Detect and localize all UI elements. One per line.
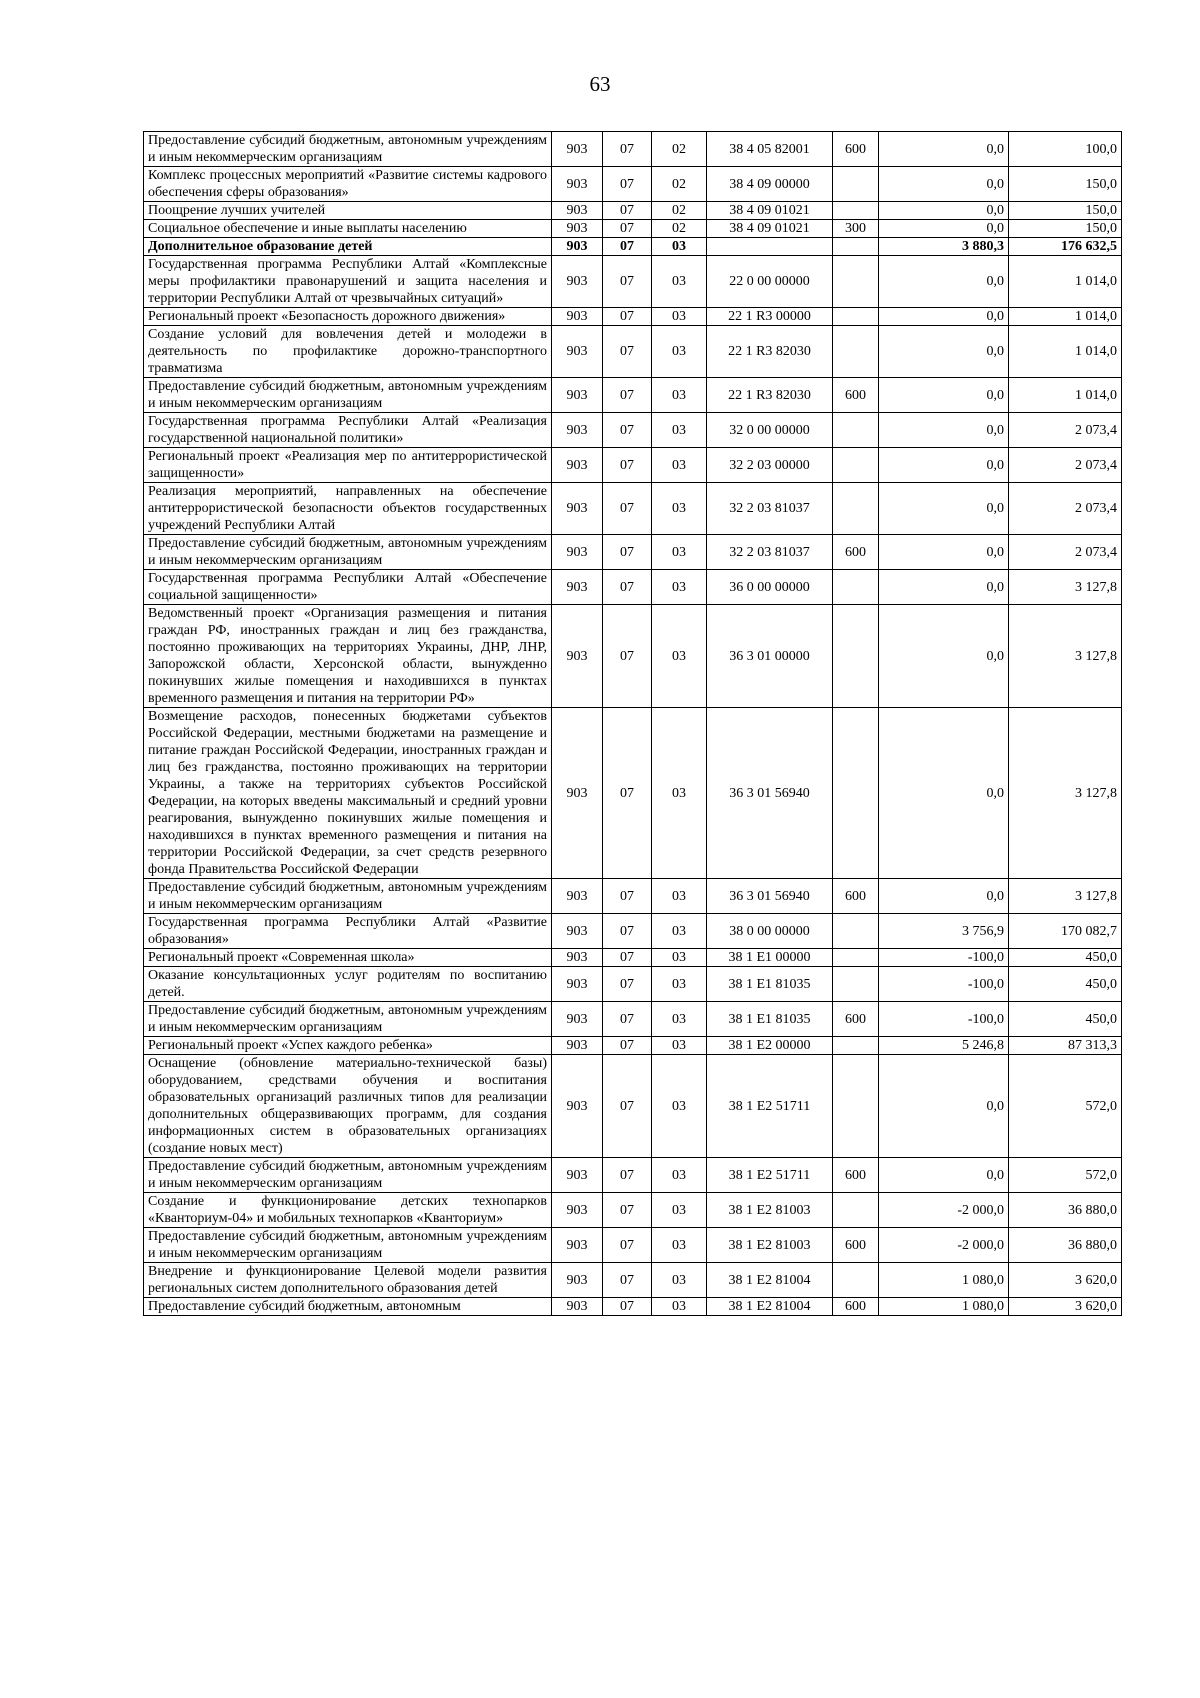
cell-subsection: 03 [652,413,707,448]
cell-section: 07 [603,1193,652,1228]
cell-ministry-code: 903 [552,202,603,220]
cell-target-article: 36 3 01 56940 [707,708,833,879]
cell-ministry-code: 903 [552,1002,603,1037]
table-row [144,1158,1122,1193]
cell-subsection: 03 [652,1228,707,1263]
table-row [144,238,1122,256]
cell-amount-total: 450,0 [1009,1002,1122,1037]
table-row [144,413,1122,448]
cell-target-article: 32 2 03 81037 [707,483,833,535]
table-row [144,914,1122,949]
cell-section: 07 [603,605,652,708]
cell-ministry-code: 903 [552,914,603,949]
cell-target-article: 38 0 00 00000 [707,914,833,949]
cell-description: Ведомственный проект «Организация размещения и питания граждан РФ, иностранных граждан и лиц без гражданства, постоянно проживающих на территориях Украины, ДНР, ЛНР, Запорожской области, Херсонской области, вынужденно покинувших жилые помещения и находившихся в пунктах временного размещения и питания на территории РФ» [144,605,552,708]
cell-amount-change: 1 080,0 [879,1298,1009,1316]
cell-expense-type [833,167,879,202]
cell-amount-change: 0,0 [879,326,1009,378]
cell-subsection: 03 [652,570,707,605]
cell-description: Комплекс процессных мероприятий «Развитие системы кадрового обеспечения сферы образования» [144,167,552,202]
table-row [144,605,1122,708]
cell-section: 07 [603,949,652,967]
cell-amount-change: 0,0 [879,202,1009,220]
cell-target-article: 22 1 R3 00000 [707,308,833,326]
cell-description: Предоставление субсидий бюджетным, автономным учреждениям и иным некоммерческим организациям [144,535,552,570]
cell-ministry-code: 903 [552,1228,603,1263]
cell-target-article: 38 1 E2 81004 [707,1263,833,1298]
table-row [144,132,1122,167]
cell-description: Государственная программа Республики Алтай «Развитие образования» [144,914,552,949]
cell-description: Социальное обеспечение и иные выплаты населению [144,220,552,238]
cell-description: Региональный проект «Безопасность дорожного движения» [144,308,552,326]
cell-amount-total: 3 127,8 [1009,879,1122,914]
table-row [144,220,1122,238]
cell-expense-type: 600 [833,378,879,413]
cell-amount-change: 0,0 [879,132,1009,167]
cell-description: Создание условий для вовлечения детей и молодежи в деятельность по профилактике дорожно-транспортного травматизма [144,326,552,378]
cell-target-article: 32 0 00 00000 [707,413,833,448]
cell-target-article: 38 4 05 82001 [707,132,833,167]
cell-section: 07 [603,326,652,378]
cell-subsection: 03 [652,949,707,967]
cell-section: 07 [603,167,652,202]
cell-description: Создание и функционирование детских технопарков «Кванториум-04» и мобильных технопарков «Кванториум» [144,1193,552,1228]
cell-target-article: 38 1 E1 00000 [707,949,833,967]
cell-expense-type: 600 [833,1002,879,1037]
cell-expense-type [833,1263,879,1298]
table-row [144,1002,1122,1037]
cell-section: 07 [603,308,652,326]
cell-section: 07 [603,967,652,1002]
cell-target-article: 38 1 E2 81004 [707,1298,833,1316]
cell-amount-total: 3 620,0 [1009,1263,1122,1298]
cell-subsection: 02 [652,167,707,202]
cell-section: 07 [603,914,652,949]
cell-amount-change: 5 246,8 [879,1037,1009,1055]
cell-description: Предоставление субсидий бюджетным, автономным учреждениям и иным некоммерческим организациям [144,1158,552,1193]
cell-section: 07 [603,132,652,167]
cell-expense-type: 600 [833,1298,879,1316]
cell-description: Предоставление субсидий бюджетным, автономным учреждениям и иным некоммерческим организациям [144,1228,552,1263]
cell-subsection: 03 [652,535,707,570]
cell-target-article: 38 4 09 00000 [707,167,833,202]
cell-amount-change: 0,0 [879,167,1009,202]
table-row [144,535,1122,570]
cell-expense-type [833,708,879,879]
table-row [144,167,1122,202]
cell-amount-total: 2 073,4 [1009,413,1122,448]
page-number: 63 [589,72,611,96]
cell-amount-change: 3 756,9 [879,914,1009,949]
cell-amount-change: 0,0 [879,1055,1009,1158]
cell-ministry-code: 903 [552,378,603,413]
cell-target-article: 22 1 R3 82030 [707,326,833,378]
cell-target-article: 22 0 00 00000 [707,256,833,308]
cell-amount-total: 450,0 [1009,967,1122,1002]
table-row [144,308,1122,326]
cell-description: Региональный проект «Современная школа» [144,949,552,967]
cell-amount-total: 36 880,0 [1009,1228,1122,1263]
cell-description: Региональный проект «Реализация мер по антитеррористической защищенности» [144,448,552,483]
cell-amount-total: 572,0 [1009,1158,1122,1193]
cell-amount-change: 0,0 [879,570,1009,605]
cell-amount-total: 2 073,4 [1009,483,1122,535]
cell-section: 07 [603,483,652,535]
cell-subsection: 03 [652,1055,707,1158]
cell-amount-change: -100,0 [879,967,1009,1002]
cell-section: 07 [603,256,652,308]
cell-expense-type [833,483,879,535]
cell-ministry-code: 903 [552,967,603,1002]
cell-ministry-code: 903 [552,949,603,967]
cell-ministry-code: 903 [552,483,603,535]
cell-target-article: 36 3 01 56940 [707,879,833,914]
cell-section: 07 [603,1298,652,1316]
cell-ministry-code: 903 [552,308,603,326]
cell-subsection: 03 [652,605,707,708]
cell-amount-total: 572,0 [1009,1055,1122,1158]
cell-subsection: 03 [652,967,707,1002]
cell-amount-total: 150,0 [1009,220,1122,238]
cell-description: Оказание консультационных услуг родителям по воспитанию детей. [144,967,552,1002]
cell-ministry-code: 903 [552,879,603,914]
table-row [144,326,1122,378]
cell-subsection: 03 [652,238,707,256]
cell-ministry-code: 903 [552,1037,603,1055]
cell-target-article: 38 4 09 01021 [707,202,833,220]
cell-expense-type [833,448,879,483]
cell-section: 07 [603,413,652,448]
cell-section: 07 [603,378,652,413]
cell-amount-total: 100,0 [1009,132,1122,167]
cell-amount-change: 0,0 [879,256,1009,308]
table-row [144,448,1122,483]
cell-amount-total: 3 127,8 [1009,605,1122,708]
cell-amount-total: 3 127,8 [1009,570,1122,605]
cell-ministry-code: 903 [552,132,603,167]
cell-subsection: 03 [652,448,707,483]
cell-subsection: 03 [652,1298,707,1316]
cell-amount-change: 0,0 [879,708,1009,879]
cell-expense-type [833,413,879,448]
cell-expense-type [833,326,879,378]
cell-subsection: 02 [652,220,707,238]
cell-target-article: 38 1 E2 51711 [707,1158,833,1193]
table-row [144,570,1122,605]
cell-subsection: 03 [652,256,707,308]
cell-ministry-code: 903 [552,448,603,483]
table-row [144,202,1122,220]
table-row [144,1193,1122,1228]
cell-amount-change: -100,0 [879,949,1009,967]
cell-target-article: 38 1 E1 81035 [707,967,833,1002]
table-row [144,378,1122,413]
table-row [144,1228,1122,1263]
cell-section: 07 [603,220,652,238]
cell-description: Региональный проект «Успех каждого ребенка» [144,1037,552,1055]
cell-amount-total: 87 313,3 [1009,1037,1122,1055]
cell-description: Возмещение расходов, понесенных бюджетами субъектов Российской Федерации, местными бюджетами на размещение и питание граждан Российской Федерации, иностранных граждан и лиц без гражданства, постоянно проживающих на территории Украины, а также на территориях субъектов Российской Федерации, на которых введены максимальный и средний уровни реагирования, вынужденно покинувших жилые помещения и находившихся в пунктах временного размещения и питания на территории Российской Федерации, за счет средств резервного фонда Правительства Российской Федерации [144,708,552,879]
cell-amount-change: -2 000,0 [879,1193,1009,1228]
table-row [144,256,1122,308]
cell-amount-total: 36 880,0 [1009,1193,1122,1228]
cell-ministry-code: 903 [552,1298,603,1316]
cell-ministry-code: 903 [552,220,603,238]
cell-subsection: 03 [652,1263,707,1298]
cell-target-article: 36 3 01 00000 [707,605,833,708]
cell-description: Предоставление субсидий бюджетным, автономным учреждениям и иным некоммерческим организациям [144,879,552,914]
cell-subsection: 03 [652,1037,707,1055]
cell-amount-total: 1 014,0 [1009,256,1122,308]
cell-section: 07 [603,879,652,914]
cell-ministry-code: 903 [552,570,603,605]
cell-amount-total: 1 014,0 [1009,378,1122,413]
cell-section: 07 [603,535,652,570]
cell-amount-change: 0,0 [879,308,1009,326]
cell-section: 07 [603,1228,652,1263]
cell-subsection: 03 [652,1002,707,1037]
cell-target-article: 38 1 E2 00000 [707,1037,833,1055]
cell-section: 07 [603,1055,652,1158]
cell-expense-type: 300 [833,220,879,238]
cell-amount-change: 0,0 [879,413,1009,448]
cell-description: Предоставление субсидий бюджетным, автономным [144,1298,552,1316]
cell-subsection: 03 [652,308,707,326]
cell-amount-change: 0,0 [879,1158,1009,1193]
cell-section: 07 [603,448,652,483]
cell-expense-type [833,238,879,256]
cell-expense-type: 600 [833,1228,879,1263]
budget-table [143,131,1122,1316]
cell-section: 07 [603,1002,652,1037]
cell-target-article: 38 1 E2 81003 [707,1228,833,1263]
cell-amount-change: 0,0 [879,605,1009,708]
cell-expense-type: 600 [833,132,879,167]
cell-expense-type [833,605,879,708]
cell-amount-change: 0,0 [879,879,1009,914]
cell-amount-change: 0,0 [879,220,1009,238]
cell-target-article [707,238,833,256]
cell-ministry-code: 903 [552,256,603,308]
cell-section: 07 [603,1263,652,1298]
cell-subsection: 02 [652,132,707,167]
cell-amount-total: 150,0 [1009,167,1122,202]
cell-target-article: 22 1 R3 82030 [707,378,833,413]
cell-amount-total: 450,0 [1009,949,1122,967]
cell-amount-total: 2 073,4 [1009,448,1122,483]
cell-amount-change: 0,0 [879,483,1009,535]
cell-expense-type: 600 [833,879,879,914]
cell-amount-change: 0,0 [879,448,1009,483]
table-row [144,483,1122,535]
cell-amount-total: 3 127,8 [1009,708,1122,879]
cell-ministry-code: 903 [552,1263,603,1298]
table-row [144,1055,1122,1158]
cell-amount-total: 2 073,4 [1009,535,1122,570]
cell-amount-total: 3 620,0 [1009,1298,1122,1316]
cell-target-article: 38 4 09 01021 [707,220,833,238]
cell-section: 07 [603,1037,652,1055]
cell-target-article: 38 1 E1 81035 [707,1002,833,1037]
cell-subsection: 03 [652,326,707,378]
cell-ministry-code: 903 [552,605,603,708]
table-row [144,949,1122,967]
cell-expense-type [833,1037,879,1055]
cell-expense-type [833,1055,879,1158]
cell-subsection: 03 [652,879,707,914]
cell-description: Предоставление субсидий бюджетным, автономным учреждениям и иным некоммерческим организациям [144,378,552,413]
table-body [144,132,1122,1316]
cell-description: Внедрение и функционирование Целевой модели развития региональных систем дополнительного образования детей [144,1263,552,1298]
cell-target-article: 32 2 03 00000 [707,448,833,483]
cell-amount-change: 1 080,0 [879,1263,1009,1298]
cell-amount-total: 176 632,5 [1009,238,1122,256]
cell-description: Предоставление субсидий бюджетным, автономным учреждениям и иным некоммерческим организациям [144,1002,552,1037]
cell-target-article: 36 0 00 00000 [707,570,833,605]
cell-ministry-code: 903 [552,1158,603,1193]
cell-ministry-code: 903 [552,413,603,448]
cell-description: Предоставление субсидий бюджетным, автономным учреждениям и иным некоммерческим организациям [144,132,552,167]
cell-ministry-code: 903 [552,535,603,570]
cell-description: Оснащение (обновление материально-технической базы) оборудованием, средствами обучения и воспитания образовательных организаций различных типов для реализации дополнительных общеразвивающих программ, для создания информационных систем в образовательных организациях (создание новых мест) [144,1055,552,1158]
cell-amount-total: 150,0 [1009,202,1122,220]
table-row [144,1263,1122,1298]
cell-section: 07 [603,1158,652,1193]
cell-target-article: 38 1 E2 81003 [707,1193,833,1228]
table-row [144,1037,1122,1055]
cell-description: Поощрение лучших учителей [144,202,552,220]
cell-section: 07 [603,708,652,879]
cell-ministry-code: 903 [552,326,603,378]
table-row [144,1298,1122,1316]
cell-amount-total: 1 014,0 [1009,326,1122,378]
cell-expense-type [833,967,879,1002]
cell-subsection: 03 [652,1158,707,1193]
cell-target-article: 32 2 03 81037 [707,535,833,570]
cell-section: 07 [603,238,652,256]
cell-subsection: 03 [652,708,707,879]
cell-amount-change: 0,0 [879,535,1009,570]
cell-expense-type [833,308,879,326]
cell-expense-type [833,202,879,220]
cell-description: Реализация мероприятий, направленных на обеспечение антитеррористической безопасности объектов государственных учреждений Республики Алтай [144,483,552,535]
cell-ministry-code: 903 [552,238,603,256]
cell-description: Государственная программа Республики Алтай «Реализация государственной национальной политики» [144,413,552,448]
cell-amount-change: -100,0 [879,1002,1009,1037]
cell-amount-total: 1 014,0 [1009,308,1122,326]
cell-subsection: 02 [652,202,707,220]
cell-amount-total: 170 082,7 [1009,914,1122,949]
cell-expense-type [833,256,879,308]
cell-section: 07 [603,202,652,220]
cell-target-article: 38 1 E2 51711 [707,1055,833,1158]
cell-ministry-code: 903 [552,708,603,879]
cell-subsection: 03 [652,914,707,949]
cell-ministry-code: 903 [552,167,603,202]
cell-expense-type [833,1193,879,1228]
table-row [144,708,1122,879]
cell-expense-type: 600 [833,535,879,570]
cell-description: Государственная программа Республики Алтай «Комплексные меры профилактики правонарушений и защита населения и территории Республики Алтай от чрезвычайных ситуаций» [144,256,552,308]
cell-description: Дополнительное образование детей [144,238,552,256]
cell-amount-change: -2 000,0 [879,1228,1009,1263]
cell-section: 07 [603,570,652,605]
cell-expense-type [833,949,879,967]
cell-subsection: 03 [652,483,707,535]
cell-description: Государственная программа Республики Алтай «Обеспечение социальной защищенности» [144,570,552,605]
cell-ministry-code: 903 [552,1055,603,1158]
cell-subsection: 03 [652,1193,707,1228]
cell-expense-type: 600 [833,1158,879,1193]
cell-subsection: 03 [652,378,707,413]
table-row [144,967,1122,1002]
cell-expense-type [833,570,879,605]
cell-ministry-code: 903 [552,1193,603,1228]
cell-amount-change: 3 880,3 [879,238,1009,256]
table-row [144,879,1122,914]
cell-amount-change: 0,0 [879,378,1009,413]
cell-expense-type [833,914,879,949]
